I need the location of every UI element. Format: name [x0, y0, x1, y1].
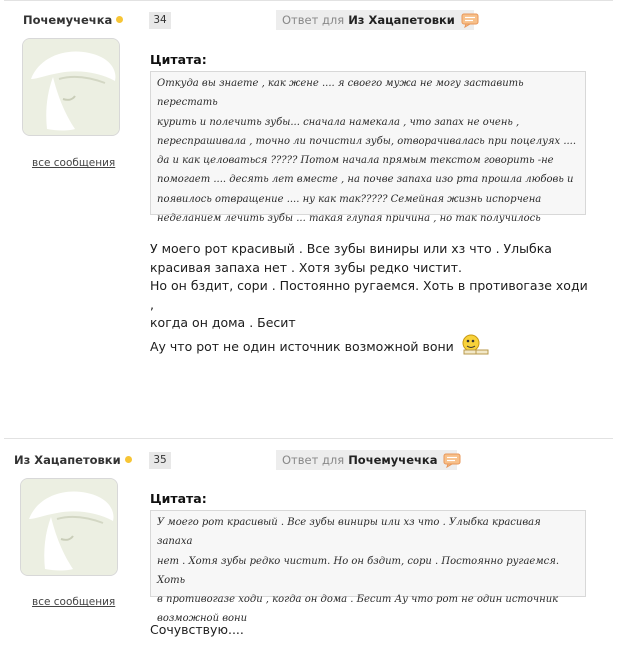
reply-bar: [276, 10, 474, 30]
body-line: У моего рот красивый . Все зубы виниры или хз что . Улыбка: [150, 241, 552, 256]
body-line: Но он бздит, сори . Постоянно ругаемся. Хоть в противогазе ходи ,: [150, 278, 588, 312]
quote-box: [150, 71, 586, 225]
quote-title: Цитата:: [150, 52, 207, 67]
post-body: [150, 240, 590, 362]
default-avatar-icon: [23, 39, 119, 135]
reply-to-link[interactable]: Почемучечка: [348, 453, 438, 467]
avatar[interactable]: [22, 38, 120, 136]
quote-title: Цитата:: [150, 491, 207, 506]
body-line: когда он дома . Бесит: [150, 315, 296, 330]
default-avatar-icon: [21, 479, 117, 575]
post-author[interactable]: [23, 13, 123, 27]
author-name[interactable]: Из Хацапетовки: [14, 453, 121, 467]
quote-line: появилось отвращение .... ну как так????? Семейная жизнь испорчена: [157, 193, 542, 205]
post-author[interactable]: [14, 453, 132, 467]
reply-bar: [276, 450, 457, 470]
forum-post: [0, 440, 617, 649]
reply-prefix: Ответ для: [282, 453, 345, 467]
quote-line: Откуда вы знаете , как жене .... я своего мужа не могу заставить перестать: [157, 78, 524, 109]
post-divider: [4, 438, 613, 439]
body-line: Ау что рот не один источник возможной вони: [150, 338, 454, 354]
post-number[interactable]: 34: [149, 12, 171, 29]
reply-prefix: Ответ для: [282, 13, 345, 27]
post-body: [150, 621, 590, 640]
quote-line: да и как целоваться ????? Потом начала прямым текстом говорить -не: [157, 155, 554, 167]
author-name[interactable]: Почемучечка: [23, 13, 113, 27]
all-messages-link[interactable]: все сообщения: [32, 596, 116, 608]
online-status-icon: [116, 16, 123, 23]
quote-line: помогает .... десять лет вместе , на почве запаха изо рта прошла любовь и: [157, 174, 574, 186]
body-line: красивая запаха нет . Хотя зубы редко чистит.: [150, 259, 462, 275]
quote-line: в противогазе ходи , когда он дома . Бесит Ау что рот не один источник: [157, 594, 559, 606]
post-number[interactable]: 35: [149, 452, 171, 469]
avatar[interactable]: [20, 478, 118, 576]
quote-line: нет . Хотя зубы редко чистит. Но он бздит, сори . Постоянно ругаемся. Хоть: [157, 555, 560, 586]
reply-to-link[interactable]: Из Хацапетовки: [348, 13, 455, 27]
quote-box: [150, 510, 586, 625]
reading-smiley-icon: [460, 333, 490, 363]
quote-line: курить и полечить зубы... сначала намекала , что запах не очень ,: [157, 116, 520, 128]
quote-line: У моего рот красивый . Все зубы виниры или хз что . Улыбка красивая запаха: [157, 517, 541, 548]
quote-line: неделанием лечить зубы ... такая глупая причина , но так получилось: [157, 213, 541, 225]
all-messages-link[interactable]: все сообщения: [32, 157, 116, 169]
reply-bubble-icon[interactable]: [443, 453, 461, 474]
body-line-with-smiley: [150, 333, 590, 363]
body-line: Сочувствую....: [150, 622, 244, 637]
quote-line: возможной вони: [157, 613, 248, 625]
reply-bubble-icon[interactable]: [461, 13, 479, 34]
online-status-icon: [125, 456, 132, 463]
quote-line: переспрашивала , точно ли почистил зубы, отворачивалась при поцелуях ....: [157, 135, 577, 147]
